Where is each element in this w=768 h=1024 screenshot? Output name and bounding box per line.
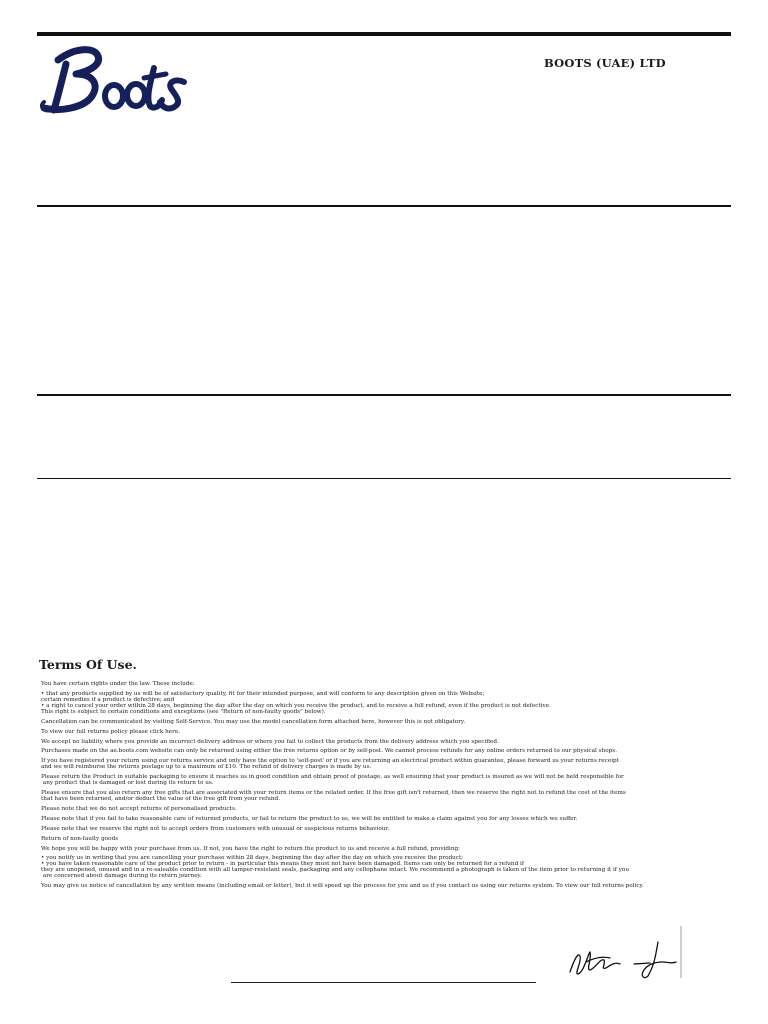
- terms-line: This right is subject to certain conditions and exceptions (see "Return of non-faulty goods" below).: [41, 708, 326, 715]
- terms-line: Cancellation can be communicated by visiting Self-Service. You may use the model cancellation form attached here, however this is not obligatory.: [41, 718, 466, 725]
- section-divider: [37, 478, 731, 479]
- terms-paragraph: [41, 748, 691, 754]
- terms-line: that have been returned, and/or deduct the value of the free gift from your refund.: [41, 796, 281, 803]
- terms-paragraph: [41, 774, 691, 786]
- terms-line: To view our full returns policy please click here.: [41, 728, 181, 735]
- terms-paragraph: [41, 806, 691, 812]
- terms-paragraph: [41, 816, 691, 822]
- signature-line: [231, 982, 536, 983]
- terms-line: any product that is damaged or lost during its return to us.: [41, 780, 214, 787]
- terms-paragraph: [41, 836, 691, 842]
- terms-line: We hope you will be happy with your purchase from us. If not, you have the right to return the product to us and receive a full refund, providing:: [41, 845, 461, 852]
- terms-paragraph: [41, 719, 691, 725]
- terms-paragraph: [41, 846, 691, 852]
- terms-line: • you have taken reasonable care of the product prior to return - in particular this means they must not have been damaged. Items can only be returned for a refund if: [41, 861, 524, 868]
- terms-paragraph: [41, 681, 691, 687]
- terms-line: certain remedies if a product is defective; and: [41, 696, 175, 703]
- terms-line: You have certain rights under the law. These include:: [41, 681, 195, 687]
- terms-paragraph: [41, 826, 691, 832]
- boots-logo: [36, 40, 190, 120]
- terms-line: If you have registered your return using our returns service and only have the option to 'self-post' or if you are returning an electrical product within guarantee, please forward us your returns receipt: [41, 758, 619, 765]
- top-rule: [37, 32, 731, 36]
- terms-line: Please note that we do not accept returns of personalised products.: [41, 806, 237, 813]
- company-name: BOOTS (UAE) LTD: [544, 56, 666, 70]
- terms-paragraph: [41, 758, 691, 770]
- terms-line: they are unopened, unused and in a re-saleable condition with all tamper-resistant seals, packaging and any cellophane intact. We recommend a photograph is taken of the item prior to returning it if you: [41, 867, 630, 874]
- terms-line: You may give us notice of cancellation by any written means (including email or letter), but it will speed up the process for you and us if you contact us using our returns system. To view our full returns policy.: [41, 883, 644, 890]
- terms-line: Purchases made on the ae.boots.com website can only be returned using either the free returns option or by self-post. We cannot process refunds for any online orders returned to our physical shops.: [41, 748, 618, 755]
- signature: [560, 922, 684, 980]
- terms-line: • that any products supplied by us will be of satisfactory quality, fit for their intended purpose, and will conform to any description given on this Website;: [41, 690, 485, 697]
- terms-paragraph: [41, 855, 691, 879]
- terms-body: [41, 681, 691, 893]
- terms-line: are concerned about damage during its return journey.: [41, 873, 202, 880]
- terms-line: • a right to cancel your order within 28 days, beginning the day after the day on which you receive the product, and to receive a full refund, even if the product is not defective.: [41, 702, 551, 709]
- terms-line: Please note that if you fail to take reasonable care of returned products, or fail to return the product to us, we will be entitled to make a claim against you for any losses which we suffer.: [41, 815, 578, 822]
- terms-paragraph: [41, 729, 691, 735]
- terms-line: Return of non-faulty goods: [41, 835, 119, 842]
- terms-paragraph: [41, 883, 691, 889]
- section-divider: [37, 205, 731, 207]
- terms-paragraph: [41, 739, 691, 745]
- terms-line: Please return the Product in suitable packaging to ensure it reaches us in good condition and obtain proof of postage, as well ensuring that your product is insured as we will not be held responsible for: [41, 774, 624, 781]
- terms-paragraph: [41, 790, 691, 802]
- terms-line: • you notify us in writing that you are cancelling your purchase within 28 days, beginning the day after the day on which you receive the product;: [41, 855, 464, 862]
- terms-title: Terms Of Use.: [39, 657, 137, 672]
- terms-line: We accept no liability where you provide an incorrect delivery address or where you fail to collect the products from the delivery address which you specified.: [41, 738, 499, 745]
- terms-paragraph: [41, 691, 691, 715]
- terms-line: Please note that we reserve the right not to accept orders from customers with unusual or suspicious returns behaviour.: [41, 825, 390, 832]
- terms-line: and we will reimburse the returns postage up to a maximum of £10. The refund of delivery charges is made by us.: [41, 764, 372, 771]
- terms-line: Please ensure that you also return any free gifts that are associated with your return items or the related order. If the free gift isn't returned, then we reserve the right not to refund the cost of the items: [41, 790, 626, 797]
- section-divider: [37, 394, 731, 396]
